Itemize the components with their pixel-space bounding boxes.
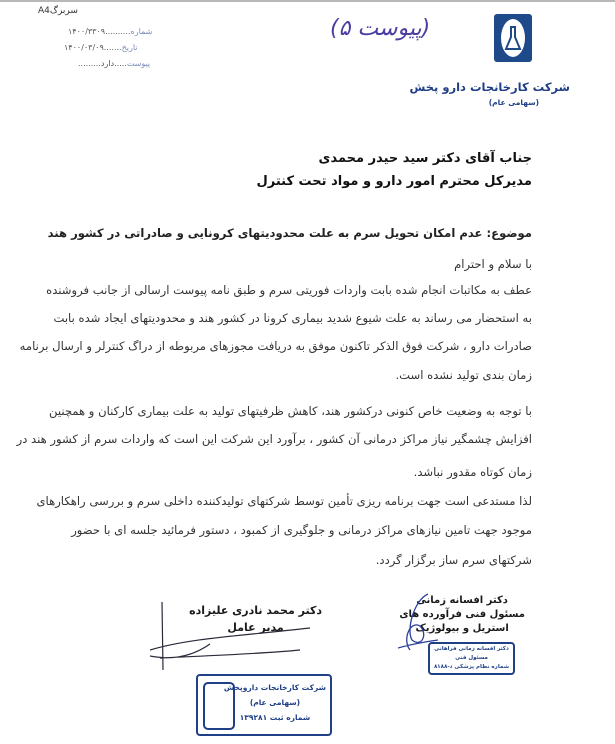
- ceo-name: دکتر محمد نادری علیزاده: [189, 604, 322, 617]
- meta-number: شماره..........۱۴۰۰/۳۳۰۹: [68, 27, 153, 36]
- meta-date: تاریخ.......۱۴۰۰/۰۳/۰۹: [64, 43, 138, 52]
- body-line: عطف به مکاتبات انجام شده بابت واردات فوریتی سرم و طبق نامه پیوست ارسالی از جانب فروشنده: [46, 283, 532, 297]
- company-stamp-line2: (سهامی عام): [249, 698, 301, 707]
- meta-attachment: پیوست.....دارد.........: [78, 59, 151, 68]
- handwritten-attachment-note: (پیوست ۵): [330, 16, 431, 41]
- technical-manager-name: دکتر افسانه زمانی: [416, 595, 508, 606]
- technical-manager-stamp: [428, 642, 515, 675]
- technical-stamp-line1: دکتر افسانه زمانی فراهانی: [434, 646, 509, 652]
- company-stamp-line3: شماره ثبت ۱۳۹۲۸۱: [239, 713, 311, 722]
- body-line: شرکتهای سرم ساز برگزار گردد.: [375, 553, 532, 567]
- meta-date-label: تاریخ: [121, 43, 138, 52]
- body-line: لذا مستدعی است جهت برنامه ریزی تأمین توسط شرکتهای تولیدکننده داخلی سرم و بررسی راهکارهای: [36, 494, 532, 508]
- company-stamp-line1: شرکت کارخانجات داروپخش: [223, 683, 326, 692]
- meta-attachment-value: دارد: [100, 59, 115, 68]
- technical-stamp-line3: شماره نظام پزشکی د-۸۱۸۸: [433, 664, 509, 670]
- body-line: به استحضار می رساند به علت شیوع شدید بیماری کرونا در کشور هند و محدودیتهای ایجاد شده بابت: [53, 311, 532, 325]
- company-name: شرکت کارخانجات دارو پخش: [409, 80, 570, 94]
- ceo-handwritten-signature: [150, 598, 330, 678]
- flask-icon: [501, 19, 525, 57]
- meta-number-label: شماره: [130, 27, 153, 36]
- technical-stamp-line2: مسئول فنی: [455, 655, 488, 661]
- meta-date-value: ۱۴۰۰/۰۳/۰۹: [64, 43, 104, 52]
- recipient-name: جناب آقای دکتر سید حیدر محمدی: [318, 151, 532, 166]
- body-line: زمان کوتاه مقدور نباشد.: [413, 465, 532, 479]
- body-line: با توجه به وضعیت خاص کنونی درکشور هند، کاهش ظرفیتهای تولید به علت بیماری کارکنان و همچنین: [49, 404, 532, 418]
- recipient-title: مدیرکل محترم امور دارو و مواد تحت کنترل: [256, 174, 532, 189]
- meta-number-value: ۱۴۰۰/۳۳۰۹: [68, 27, 106, 36]
- meta-attachment-label: پیوست: [126, 59, 151, 68]
- body-line: صادرات دارو ، شرکت فوق الذکر تاکنون موفق به دریافت مجوزهای مربوطه از دراگ کنترلر و ارسال برنامه: [19, 339, 532, 353]
- body-line: موجود جهت تامین نیازهای مراکز درمانی و جلوگیری از کمبود ، دستور فرمائید جلسه ای با حضور: [71, 523, 532, 537]
- company-type: (سهامی عام): [488, 98, 539, 107]
- page-top-border: [0, 0, 615, 2]
- company-stamp: [196, 674, 332, 736]
- company-logo: [494, 14, 532, 62]
- subject-line: موضوع: عدم امکان تحویل سرم به علت محدودیتهای کرونایی و صادراتی در کشور هند: [47, 226, 532, 240]
- ceo-role: مدیر عامل: [227, 621, 284, 634]
- technical-manager-role-line1: مسئول فنی فرآورده های: [399, 609, 525, 620]
- technical-manager-role-line2: استریل و بیولوژیک: [415, 623, 509, 634]
- body-line: افزایش چشمگیر نیاز مراکز درمانی آن کشور ، برآورد این شرکت این است که واردات سرم از کشور هند در: [16, 432, 532, 446]
- paper-size-label: سربرگA4: [38, 6, 78, 16]
- salutation: با سلام و احترام: [454, 257, 532, 271]
- body-line: زمان بندی تولید نشده است.: [395, 368, 532, 382]
